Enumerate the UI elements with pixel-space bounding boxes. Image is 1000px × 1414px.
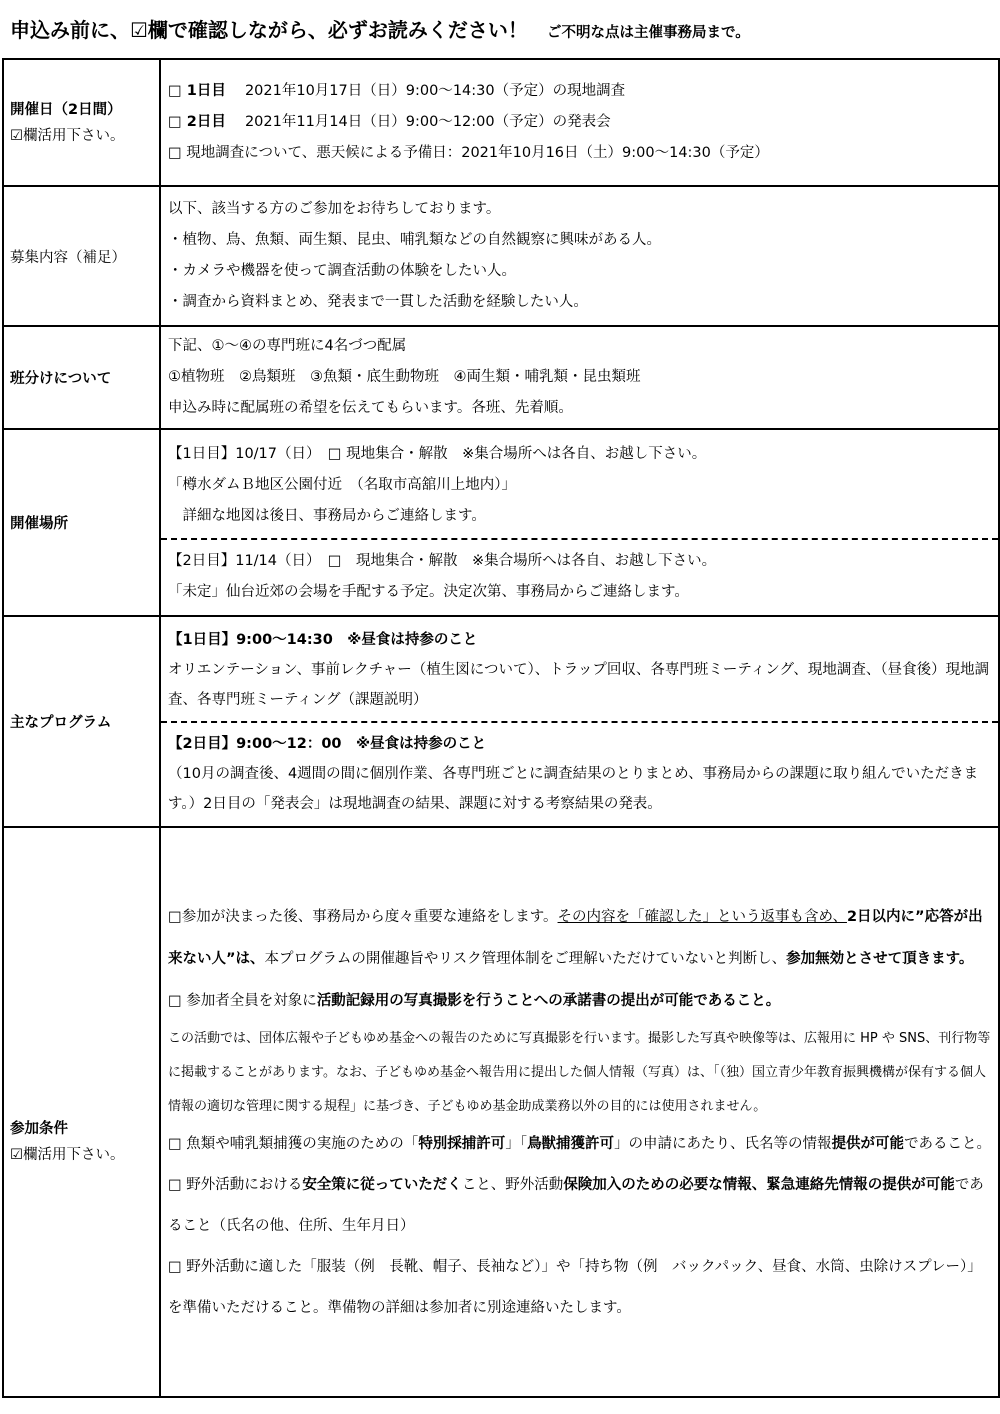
venue-day1-line: 詳細な地図は後日、事務局からご連絡します。 xyxy=(168,508,486,524)
condition-3-bold-2: 鳥獣捕獲許可 xyxy=(527,1135,615,1152)
row-program xyxy=(3,616,999,827)
program-label: 主なプログラム xyxy=(3,616,160,827)
groups-line: 申込み時に配属班の希望を伝えてもらいます。各班、先着順。 xyxy=(168,400,573,416)
schedule-day2[interactable] xyxy=(168,107,992,138)
condition-5[interactable]: □ 野外活動に適した「服装（例 長靴、帽子、長袖など）」や「持ち物（例 バックパック、昼食、水筒、虫除けスプレー）」を準備いただけること。準備物の詳細は参加者に別途連絡いたします。 xyxy=(168,1258,982,1316)
recruit-line: ・調査から資料まとめ、発表まで一貫した活動を経験したい人。 xyxy=(168,294,588,310)
schedule-day2-tag: □ 2日目 xyxy=(168,114,226,130)
condition-4-bold-2: 保険加入のための必要な情報、緊急連絡先情報の提供が可能 xyxy=(563,1176,955,1193)
condition-4-d: であること（氏名の他、住所、生年月日） xyxy=(168,1176,984,1234)
condition-2[interactable] xyxy=(168,980,992,1022)
content-groups xyxy=(160,326,999,429)
content-recruit xyxy=(160,186,999,326)
condition-1-c: 本プログラムの開催趣旨やリスク管理体制をご理解いただけていないと判断し、 xyxy=(264,950,787,967)
program-day1-head: 【1日目】9:00～14:30 ※昼食は持参のこと xyxy=(168,631,478,648)
row-groups xyxy=(3,326,999,429)
condition-3-d: であること。 xyxy=(904,1135,992,1152)
schedule-day2-text: 2021年11月14日（日）9:00～12:00（予定）の発表会 xyxy=(244,114,611,130)
info-table xyxy=(2,58,1000,1398)
recruit-label: 募集内容（補足） xyxy=(3,186,160,326)
condition-4-c: こと、野外活動 xyxy=(461,1176,564,1193)
condition-2-a: □ 参加者全員を対象に xyxy=(168,992,317,1009)
row-recruit xyxy=(3,186,999,326)
label-conditions xyxy=(3,827,160,1397)
recruit-line: ・カメラや機器を使って調査活動の体験をしたい人。 xyxy=(168,263,516,279)
condition-3-a: □ 魚類や哺乳類捕獲の実施のための「 xyxy=(168,1135,419,1152)
condition-1-bold-end: 参加無効とさせて頂きます。 xyxy=(786,950,974,967)
program-day2-head: 【2日目】9:00～12：00 ※昼食は持参のこと xyxy=(168,735,487,752)
schedule-reserve[interactable]: □ 現地調査について、悪天候による予備日：2021年10月16日（土）9:00～14:30（予定） xyxy=(168,145,769,161)
condition-2-bold: 活動記録用の写真撮影を行うことへの承諾書の提出が可能であること。 xyxy=(316,992,781,1009)
conditions-label: 参加条件 xyxy=(10,1121,68,1137)
groups-label: 班分けについて xyxy=(3,326,160,429)
conditions-note: ☑欄活用下さい。 xyxy=(10,1147,125,1163)
program-day1-body: オリエンテーション、事前レクチャー（植生図について）、トラップ回収、各専門班ミーティング、現地調査、（昼食後）現地調査、各専門班ミーティング（課題説明） xyxy=(168,661,990,708)
venue-day1-line: 「樽水ダムＢ地区公園付近 （名取市高舘川上地内）」 xyxy=(168,477,516,493)
label-schedule xyxy=(3,59,160,186)
groups-line: 下記、①～④の専門班に4名づつ配属 xyxy=(168,338,407,354)
condition-3[interactable] xyxy=(168,1124,992,1165)
content-conditions xyxy=(160,827,999,1397)
schedule-label: 開催日（2日間） xyxy=(10,101,122,118)
recruit-line: 以下、該当する方のご参加をお待ちしております。 xyxy=(168,201,501,217)
condition-2-detail: この活動では、団体広報や子どもゆめ基金への報告のために写真撮影を行います。撮影した写真や映像等は、広報用に HP や SNS、刊行物等に掲載することがあります。なお、子どもゆめ基金へ報告用に提出した個人情報（写真）は、「（独）国立青少年教育振興機構が保有する個人情報の適切な管理に関する規程」に基づき、子どもゆめ基金助成業務以外の目的には使用されません。 xyxy=(168,1030,991,1114)
schedule-day1-tag: □ 1日目 xyxy=(168,83,226,99)
condition-1[interactable] xyxy=(168,896,992,980)
groups-line: ①植物班 ②鳥類班 ③魚類・底生動物班 ④両生類・哺乳類・昆虫類班 xyxy=(168,369,641,385)
header-sub: ご不明な点は主催事務局まで。 xyxy=(547,25,750,41)
schedule-note: ☑欄活用下さい。 xyxy=(10,127,125,144)
row-conditions xyxy=(3,827,999,1397)
row-venue xyxy=(3,429,999,616)
content-schedule xyxy=(160,59,999,186)
row-schedule xyxy=(3,59,999,186)
recruit-line: ・植物、鳥、魚類、両生類、昆虫、哺乳類などの自然観察に興味がある人。 xyxy=(168,232,661,248)
venue-day2-line: 「未定」仙台近郊の会場を手配する予定。決定次第、事務局からご連絡します。 xyxy=(168,584,689,600)
schedule-day1[interactable] xyxy=(168,76,992,107)
venue-day1-line[interactable]: 【1日目】10/17（日） □ 現地集合・解散 ※集合場所へは各自、お越し下さい。 xyxy=(168,446,707,462)
condition-3-bold-1: 特別採捕許可 xyxy=(418,1135,506,1152)
venue-day2-line[interactable]: 【2日目】11/14（日） □ 現地集合・解散 ※集合場所へは各自、お越し下さい。 xyxy=(168,553,717,569)
program-day2-body: （10月の調査後、4週間の間に個別作業、各専門班ごとに調査結果のとりまとめ、事務局からの課題に取り組んでいただきます。）2日目の「発表会」は現地調査の結果、課題に対する考察結果の発表。 xyxy=(168,765,979,812)
condition-4-a: □ 野外活動における xyxy=(168,1176,303,1193)
condition-1-underline: その内容を「確認した」という返事も含め、 xyxy=(557,908,847,925)
condition-3-m: 」「 xyxy=(505,1135,528,1152)
venue-label: 開催場所 xyxy=(3,429,160,616)
document-header xyxy=(10,14,750,43)
schedule-day1-text: 2021年10月17日（日）9:00～14:30（予定）の現地調査 xyxy=(244,83,626,99)
condition-1-a: □参加が決まった後、事務局から度々重要な連絡をします。 xyxy=(168,908,558,925)
condition-4[interactable] xyxy=(168,1165,992,1247)
condition-4-bold-1: 安全策に従っていただく xyxy=(302,1176,462,1193)
content-venue xyxy=(160,429,999,616)
condition-3-bold-3: 提供が可能 xyxy=(831,1135,905,1152)
condition-1-bold: 2日以内に”応答が出来ない人”は、 xyxy=(168,908,983,967)
content-program xyxy=(160,616,999,827)
condition-3-c: 」の申請にあたり、氏名等の情報 xyxy=(614,1135,832,1152)
header-main: 申込み前に、☑欄で確認しながら、必ずお読みください！ xyxy=(10,18,528,42)
